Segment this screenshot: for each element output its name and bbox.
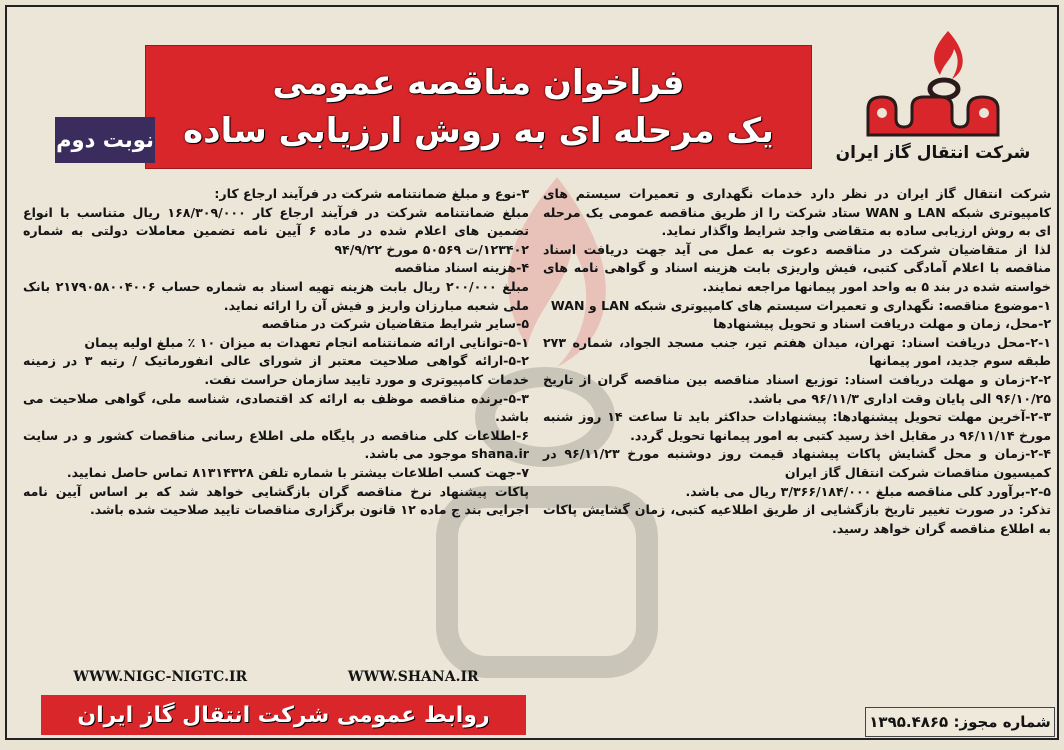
tender-notice [5,5,1059,740]
item-5-2: ۵-۲-ارائه گواهی صلاحیت معتبر از شورای عالی انفورماتیک / رتبه ۳ در زمینه خدمات کامپیوتری و مورد تایید سازمان حراست نفت. [23,353,529,387]
company-logo [833,23,1033,175]
item-3-text: مبلغ ضمانتنامه شرکت در فرآیند ارجاع کار ۱۶۸/۳۰۹/۰۰۰ ریال متناسب با انواع تضمین های اعلام شده در ماده ۶ آیین نامه تضمین معاملات دولتی به شماره ۱۲۳۴۰۲/ت ۵۰۵۶۹ مورخ ۹۴/۹/۲۲ [23,204,530,257]
note: تذکر: در صورت تغییر تاریخ بازگشایی از طریق اطلاعیه کتبی، زمان گشایش پاکات به اطلاع مناقصه گران خواهد رسید. [543,502,1051,536]
item-5: ۵-سایر شرایط متقاضیان شرکت در مناقصه [261,316,529,332]
item-2-3: ۲-۳-آخرین مهلت تحویل پیشنهادها: پیشنهادات حداکثر باید تا ساعت ۱۴ روز شنبه مورخ ۹۶/۱۱/۱۴ در مقابل اخذ رسید کتبی به امور پیمانها تحویل گردد. [543,409,1051,443]
left-column [23,185,529,520]
item-4-text: مبلغ ۲۰۰/۰۰۰ ریال بابت هزینه تهیه اسناد به شماره حساب ۲۱۷۹۰۵۸۰۰۴۰۰۶ بانک ملی شعبه مبارزان واریز و فیش آن را ارائه نماید. [23,278,529,313]
title-line-2: یک مرحله ای به روش ارزیابی ساده [183,111,774,151]
item-2-2: ۲-۲-زمان و مهلت دریافت اسناد: توزیع اسناد مناقصه بین مناقصه گران از تاریخ ۹۶/۱۰/۲۵ الی پایان وقت اداری ۹۶/۱۱/۳ می باشد. [543,371,1051,406]
item-1: ۱-موضوع مناقصه: نگهداری و تعمیرات سیستم های کامپیوتری شبکه LAN و WAN [550,297,1051,313]
company-name: شرکت انتقال گاز ایران [835,143,1031,163]
title-line-1: فراخوان مناقصه عمومی [272,63,685,103]
permit-number: شماره مجوز: ۱۳۹۵.۴۸۶۵ [865,707,1055,737]
item-5-3: ۵-۳-برنده مناقصه موظف به ارائه کد اقتصادی، شناسه ملی، گواهی صلاحیت می باشد. [23,390,529,425]
item-5-1: ۵-۱-توانایی ارائه ضمانتنامه انجام تعهدات به میزان ۱۰ ٪ مبلغ اولیه پیمان [84,334,529,350]
websites [23,669,529,691]
item-7: ۷-جهت کسب اطلاعات بیشتر با شماره تلفن ۸۱۳۱۴۳۲۸ تماس حاصل نمایید. [66,464,529,480]
title-banner [145,45,812,169]
item-6: ۶-اطلاعات کلی مناقصه در پایگاه ملی اطلاع رسانی مناقصات کشور و در سایت shana.ir موجود می باشد. [23,427,529,462]
website-nigc[interactable]: WWW.NIGC-NIGTC.IR [73,669,248,685]
public-relations-banner: روابط عمومی شرکت انتقال گاز ایران [41,695,526,735]
paragraph-intro: شرکت انتقال گاز ایران در نظر دارد خدمات نگهداری و تعمیرات سیستم های کامپیوتری شبکه LAN و WAN ستاد شرکت را از طریق مناقصه عمومی یک مرحله ای به روش ارزیابی ساده به متقاضی واجد شرایط واگذار نماید. [543,186,1051,239]
item-2-4: ۲-۴-زمان و محل گشایش پاکات پیشنهاد قیمت روز دوشنبه مورخ ۹۶/۱۱/۲۳ در کمیسیون مناقصات شرکت انتقال گاز ایران [543,446,1051,480]
item-3: ۳-نوع و مبلغ ضمانتنامه شرکت در فرآیند ارجاع کار: [214,186,529,201]
closing-note: پاکات پیشنهاد نرخ مناقصه گران بازگشایی خواهد شد که بر اساس آیین نامه اجرایی بند ج ماده ۱۲ قانون برگزاری مناقصات تایید صلاحیت شده باشد. [23,483,529,518]
flame-logo-icon [848,23,1018,141]
item-2: ۲-محل، زمان و مهلت دریافت اسناد و تحویل پیشنهادها [713,316,1051,332]
item-4: ۴-هزینه اسناد مناقصه [394,260,529,276]
paragraph-invite: لذا از متقاضیان شرکت در مناقصه دعوت به عمل می آید جهت دریافت اسناد مناقصه با اعلام آمادگی کتبی، فیش واریزی بابت هزینه اسناد و گواهی نامه های خواسته شده در بند ۵ به واحد امور پیمانها مراجعه نمایند. [543,241,1051,294]
right-column [543,185,1051,538]
item-2-1: ۲-۱-محل دریافت اسناد: تهران، میدان هفتم تیر، جنب مسجد الجواد، شماره ۲۷۳ طبقه سوم جدید، امور پیمانها [543,334,1051,369]
item-2-5: ۲-۵-برآورد کلی مناقصه مبلغ ۳/۳۶۶/۱۸۴/۰۰۰ ریال می باشد. [685,483,1051,499]
website-shana[interactable]: WWW.SHANA.IR [347,669,479,685]
round-badge: نوبت دوم [55,117,155,163]
header [7,7,1057,177]
